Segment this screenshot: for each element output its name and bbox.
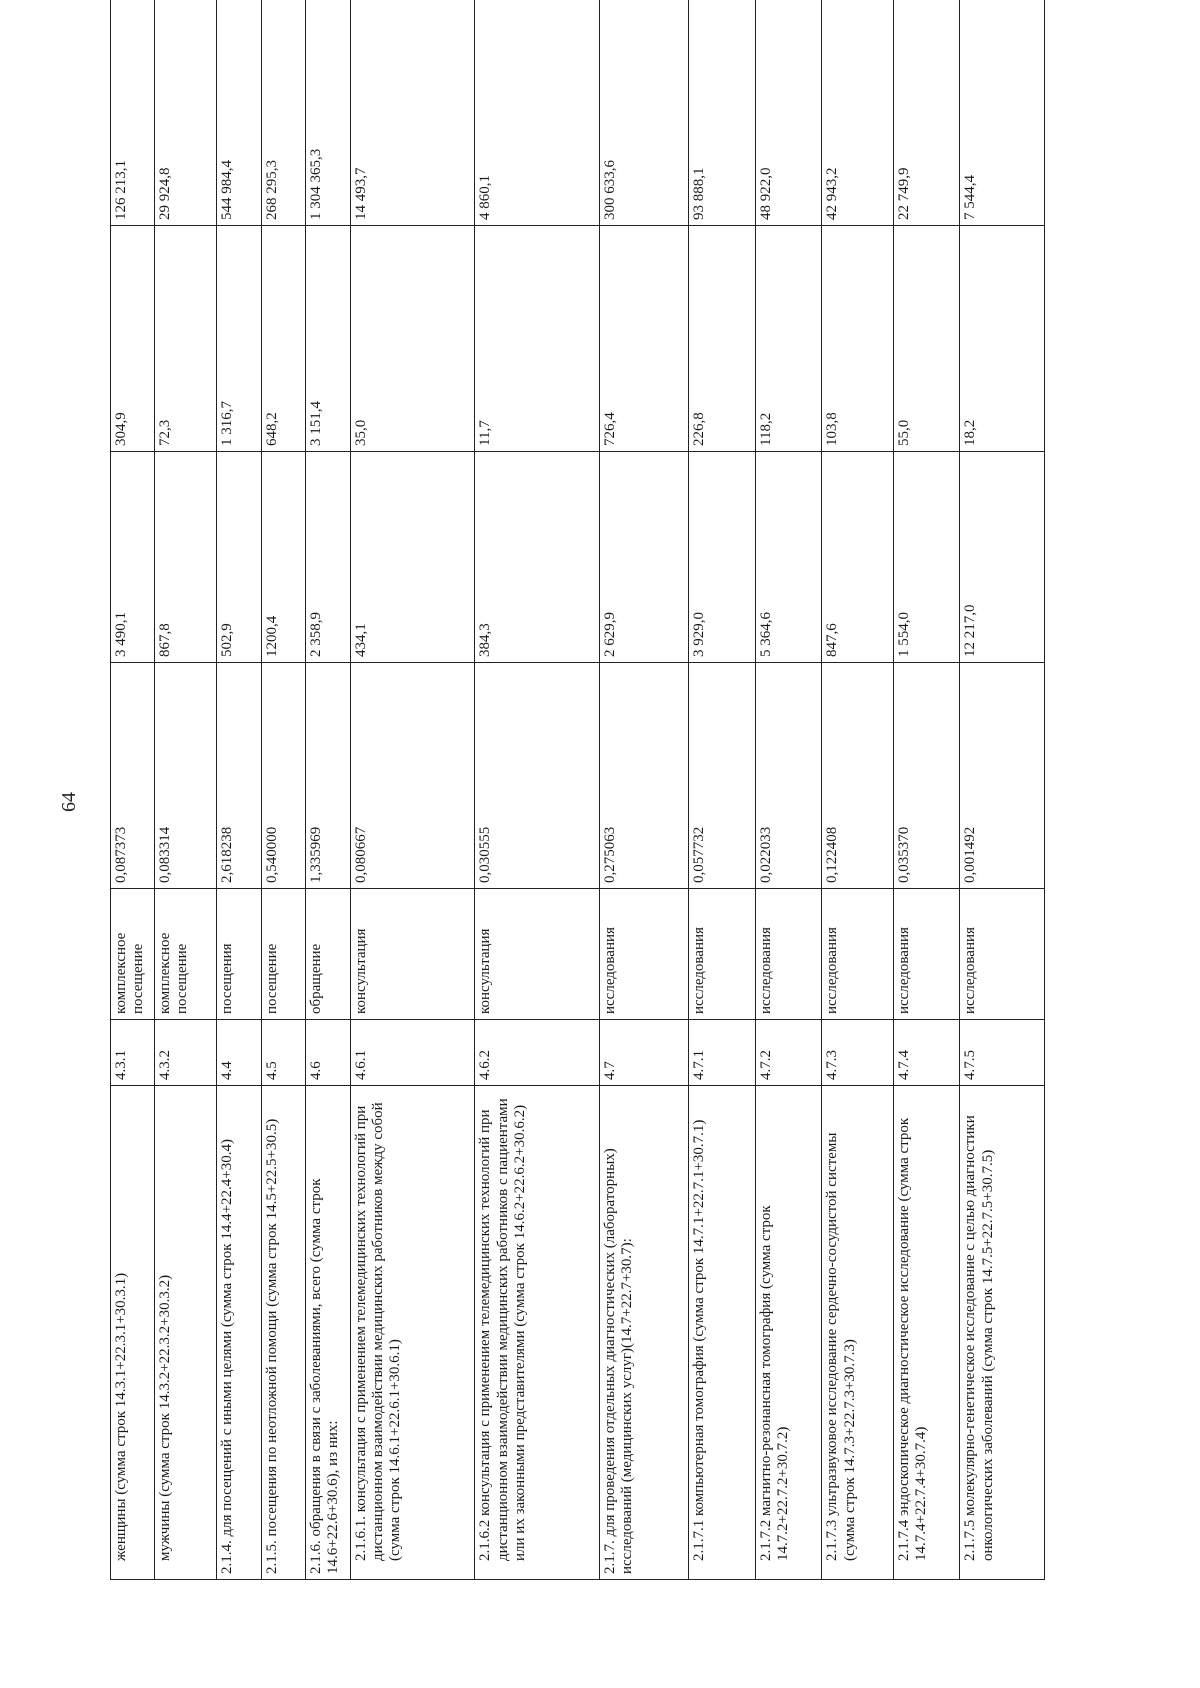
row-total: 268 295,3 [261, 0, 306, 226]
row-cost: 1 554,0 [893, 452, 960, 663]
row-cost: 2 358,9 [306, 452, 351, 663]
rotated-table-wrapper [110, 80, 1045, 1580]
table-row [306, 0, 351, 1580]
row-code: 4.7.4 [893, 1020, 960, 1086]
row-per-capita: 118,2 [755, 226, 822, 452]
row-per-capita: 55,0 [893, 226, 960, 452]
table-row [822, 0, 893, 1580]
row-norm: 2,618238 [217, 663, 262, 889]
row-unit: исследования [960, 889, 1045, 1020]
table-row [893, 0, 960, 1580]
row-code: 4.6 [306, 1020, 351, 1086]
row-unit: посещения [217, 889, 262, 1020]
row-code: 4.3.1 [111, 1020, 155, 1086]
data-table [110, 0, 1045, 1580]
row-norm: 0,275063 [599, 663, 688, 889]
table-row [755, 0, 822, 1580]
row-label: 2.1.5. посещения по неотложной помощи (сумма строк 14.5+22.5+30.5) [261, 1086, 306, 1580]
row-label: 2.1.7.2 магнитно-резонансная томография (сумма строк 14.7.2+22.7.2+30.7.2) [755, 1086, 822, 1580]
table-row [599, 0, 688, 1580]
table-row [688, 0, 755, 1580]
row-code: 4.7 [599, 1020, 688, 1086]
row-cost: 5 364,6 [755, 452, 822, 663]
row-code: 4.6.2 [475, 1020, 600, 1086]
row-code: 4.7.2 [755, 1020, 822, 1086]
page-number: 64 [58, 792, 80, 812]
row-cost: 847,6 [822, 452, 893, 663]
table-row [261, 0, 306, 1580]
table-row [217, 0, 262, 1580]
row-label: 2.1.7.3 ультразвуковое исследование сердечно-сосудистой системы (сумма строк 14.7.3+22.7.3+30.7.3) [822, 1086, 893, 1580]
row-norm: 0,035370 [893, 663, 960, 889]
row-cost: 3 490,1 [111, 452, 155, 663]
row-unit: посещение [261, 889, 306, 1020]
row-per-capita: 1 316,7 [217, 226, 262, 452]
row-cost: 867,8 [154, 452, 216, 663]
row-total: 14 493,7 [350, 0, 475, 226]
row-code: 4.3.2 [154, 1020, 216, 1086]
table-row [154, 0, 216, 1580]
row-total: 48 922,0 [755, 0, 822, 226]
row-label: 2.1.4. для посещений с иными целями (сумма строк 14.4+22.4+30.4) [217, 1086, 262, 1580]
row-per-capita: 72,3 [154, 226, 216, 452]
row-norm: 0,022033 [755, 663, 822, 889]
row-label: 2.1.7.4 эндоскопическое диагностическое исследование (сумма строк 14.7.4+22.7.4+30.7.4) [893, 1086, 960, 1580]
row-cost: 3 929,0 [688, 452, 755, 663]
table-row [960, 0, 1045, 1580]
row-norm: 0,087373 [111, 663, 155, 889]
table-row [475, 0, 600, 1580]
row-code: 4.6.1 [350, 1020, 475, 1086]
row-label: женщины (сумма строк 14.3.1+22.3.1+30.3.1) [111, 1086, 155, 1580]
row-total: 93 888,1 [688, 0, 755, 226]
row-total: 4 860,1 [475, 0, 600, 226]
row-code: 4.7.5 [960, 1020, 1045, 1086]
row-per-capita: 18,2 [960, 226, 1045, 452]
table-row [111, 0, 155, 1580]
row-total: 7 544,4 [960, 0, 1045, 226]
row-total: 22 749,9 [893, 0, 960, 226]
row-unit: исследования [822, 889, 893, 1020]
row-total: 42 943,2 [822, 0, 893, 226]
row-per-capita: 304,9 [111, 226, 155, 452]
row-norm: 0,540000 [261, 663, 306, 889]
row-code: 4.4 [217, 1020, 262, 1086]
row-cost: 434,1 [350, 452, 475, 663]
row-unit: исследования [893, 889, 960, 1020]
row-norm: 0,030555 [475, 663, 600, 889]
row-unit: исследования [755, 889, 822, 1020]
row-total: 544 984,4 [217, 0, 262, 226]
row-norm: 1,335969 [306, 663, 351, 889]
row-per-capita: 35,0 [350, 226, 475, 452]
row-per-capita: 103,8 [822, 226, 893, 452]
row-code: 4.7.3 [822, 1020, 893, 1086]
row-total: 1 304 365,3 [306, 0, 351, 226]
row-cost: 502,9 [217, 452, 262, 663]
row-label: 2.1.6. обращения в связи с заболеваниями, всего (сумма строк 14.6+22.6+30.6), из них: [306, 1086, 351, 1580]
row-norm: 0,080667 [350, 663, 475, 889]
row-per-capita: 648,2 [261, 226, 306, 452]
row-total: 29 924,8 [154, 0, 216, 226]
row-cost: 384,3 [475, 452, 600, 663]
row-unit: комплексное посещение [111, 889, 155, 1020]
row-label: 2.1.7.1 компьютерная томография (сумма строк 14.7.1+22.7.1+30.7.1) [688, 1086, 755, 1580]
row-label: 2.1.6.2 консультация с применением телемедицинских технологий при дистанционном взаимодействии медицинских работников с пациентами или их законными представителями (сумма строк 14.6.2+22.6.2+30.6.2) [475, 1086, 600, 1580]
row-norm: 0,122408 [822, 663, 893, 889]
row-unit: исследования [599, 889, 688, 1020]
row-label: 2.1.7. для проведения отдельных диагностических (лабораторных) исследований (медицинских услуг)(14.7+22.7+30.7): [599, 1086, 688, 1580]
row-norm: 0,083314 [154, 663, 216, 889]
row-unit: исследования [688, 889, 755, 1020]
row-cost: 2 629,9 [599, 452, 688, 663]
row-label: мужчины (сумма строк 14.3.2+22.3.2+30.3.2) [154, 1086, 216, 1580]
table-row [350, 0, 475, 1580]
row-per-capita: 726,4 [599, 226, 688, 452]
row-unit: комплексное посещение [154, 889, 216, 1020]
row-norm: 0,057732 [688, 663, 755, 889]
row-per-capita: 226,8 [688, 226, 755, 452]
row-unit: консультация [350, 889, 475, 1020]
row-code: 4.7.1 [688, 1020, 755, 1086]
row-per-capita: 11,7 [475, 226, 600, 452]
row-unit: консультация [475, 889, 600, 1020]
row-code: 4.5 [261, 1020, 306, 1086]
row-total: 126 213,1 [111, 0, 155, 226]
row-norm: 0,001492 [960, 663, 1045, 889]
row-total: 300 633,6 [599, 0, 688, 226]
row-label: 2.1.6.1. консультация с применением телемедицинских технологий при дистанционном взаимодействии медицинских работников между собой (сумма строк 14.6.1+22.6.1+30.6.1) [350, 1086, 475, 1580]
row-cost: 1200,4 [261, 452, 306, 663]
row-cost: 12 217,0 [960, 452, 1045, 663]
row-label: 2.1.7.5 молекулярно-генетическое исследование с целью диагностики онкологических заболеваний (сумма строк 14.7.5+22.7.5+30.7.5) [960, 1086, 1045, 1580]
row-unit: обращение [306, 889, 351, 1020]
row-per-capita: 3 151,4 [306, 226, 351, 452]
